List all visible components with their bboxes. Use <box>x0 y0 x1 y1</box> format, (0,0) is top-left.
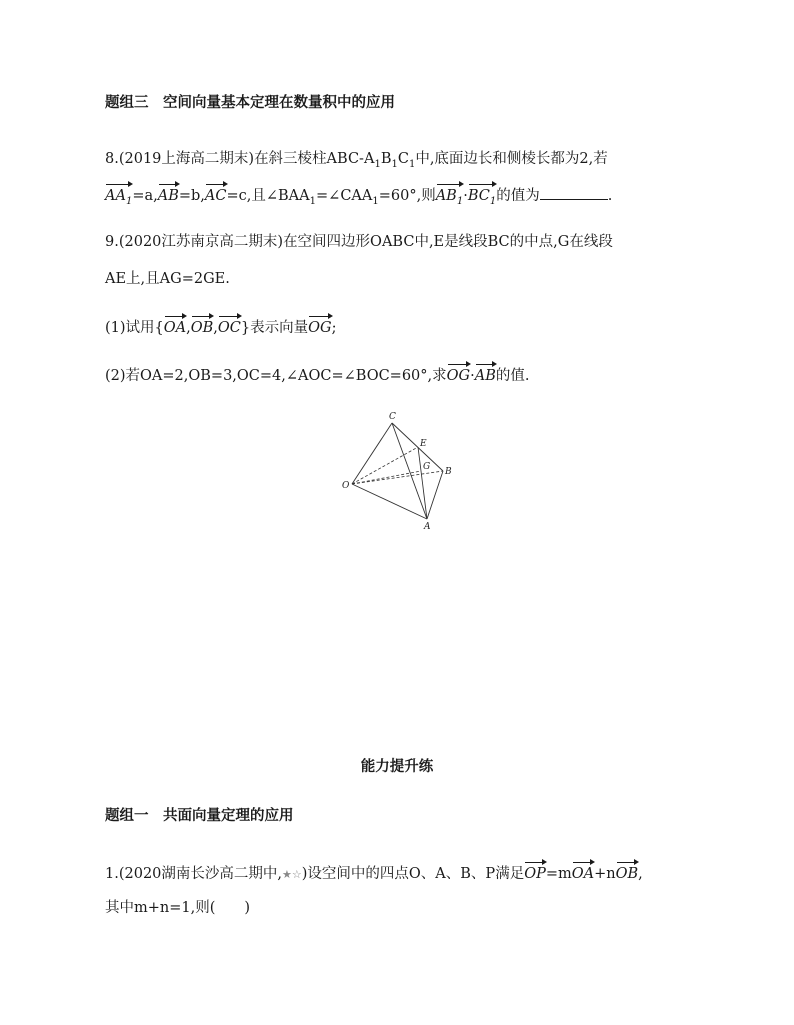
vector-ac: AC <box>205 184 227 206</box>
edge-ba <box>427 471 443 519</box>
edge-oc <box>352 423 392 484</box>
vector-op: OP <box>524 862 546 884</box>
label-b: B <box>445 467 452 477</box>
q9-dot: · <box>470 368 475 384</box>
q8-text-b: B <box>380 151 392 167</box>
section-title-group1: 题组一 共面向量定理的应用 <box>105 808 294 824</box>
vector-ab: AB <box>158 184 179 206</box>
q8-end: . <box>607 188 613 204</box>
q8-eq-e: =60°,则 <box>378 188 436 204</box>
question-8-line1 <box>105 149 608 175</box>
q9-text-a: 在空间四边形OABC中,E是线段BC的中点,G在线段 <box>283 234 613 250</box>
q1-number: 1. <box>105 866 119 882</box>
q1-eq-a: =m <box>545 866 572 882</box>
edge-ob <box>352 471 443 484</box>
label-g: G <box>423 462 431 472</box>
q8-source: (2019上海高二期末) <box>118 151 255 167</box>
q9-comma2: , <box>213 320 218 336</box>
q1-text-a: 设空间中的四点O、A、B、P满足 <box>307 866 525 882</box>
q9-source: (2020江苏南京高二期末) <box>118 234 284 250</box>
label-o: O <box>342 481 350 491</box>
vector-oa-q1: OA <box>572 862 594 884</box>
q9-p1-c: ; <box>331 320 337 336</box>
q8-text-d: 中,底面边长和侧棱长都为2,若 <box>415 151 608 167</box>
label-a: A <box>424 522 431 532</box>
q8-sub-caa: 1 <box>372 195 379 207</box>
q9-p1-b: }表示向量 <box>240 320 309 336</box>
q8-eq-d: =∠CAA <box>316 188 373 204</box>
q8-text-a: 在斜三棱柱ABC-A <box>254 151 375 167</box>
vector-ab-2: AB <box>475 364 496 386</box>
vector-bc1: $BC_1$ <box>468 184 496 212</box>
question-9-line1 <box>105 232 613 252</box>
tetrahedron-figure <box>335 405 465 535</box>
q8-eq-b: =b, <box>178 188 205 204</box>
vector-ab1: $AB_1$ <box>436 184 464 212</box>
segment-oe <box>352 447 418 484</box>
q9-comma1: , <box>186 320 191 336</box>
q9-number: 9. <box>105 234 119 250</box>
q8-number: 8. <box>105 151 119 167</box>
section-title-ability: 能力提升练 <box>360 759 434 775</box>
question-1-line2: 其中m+n=1,则( ) <box>105 900 251 916</box>
vector-og: OG <box>308 316 331 338</box>
q8-sub-baa: 1 <box>309 195 317 207</box>
q1-source-end: ) <box>301 866 308 882</box>
edge-ca <box>392 423 427 519</box>
vector-oc: OC <box>218 316 241 338</box>
label-c: C <box>389 412 396 422</box>
segment-ae <box>418 447 427 519</box>
q8-sub1: 1 <box>374 158 381 170</box>
vector-oa: OA <box>164 316 186 338</box>
q9-p2-a: (2)若OA=2,OB=3,OC=4,∠AOC=∠BOC=60°,求 <box>105 368 447 384</box>
q1-source: (2020湖南长沙高二期中, <box>118 866 283 882</box>
q9-p1-a: (1)试用{ <box>105 320 164 336</box>
q8-eq-c: =c,且∠BAA <box>226 188 310 204</box>
vector-aa1: $AA_1$ <box>105 184 132 212</box>
q9-p2-b: 的值. <box>495 368 530 384</box>
q8-dot: · <box>463 188 468 204</box>
question-1-line1 <box>105 862 643 885</box>
question-8-line2 <box>105 184 612 212</box>
q8-text-c: C <box>397 151 409 167</box>
q1-eq-b: +n <box>594 866 616 882</box>
difficulty-stars-icon: ★☆ <box>282 868 302 881</box>
answer-blank[interactable] <box>540 185 608 200</box>
vector-ob: OB <box>191 316 214 338</box>
q8-sub2: 1 <box>391 158 398 170</box>
vector-ob-q1: OB <box>616 862 639 884</box>
question-9-line2: AE上,且AG=2GE. <box>105 271 230 287</box>
label-e: E <box>420 439 427 449</box>
q8-sub3: 1 <box>408 158 416 170</box>
q8-tail: 的值为 <box>496 188 540 204</box>
question-9-part2 <box>105 364 530 386</box>
vector-og-2: OG <box>447 364 470 386</box>
q1-eq-c: , <box>638 866 643 882</box>
q8-eq-a: =a, <box>132 188 158 204</box>
question-9-part1 <box>105 316 336 338</box>
section-title-group3: 题组三 空间向量基本定理在数量积中的应用 <box>105 95 395 111</box>
